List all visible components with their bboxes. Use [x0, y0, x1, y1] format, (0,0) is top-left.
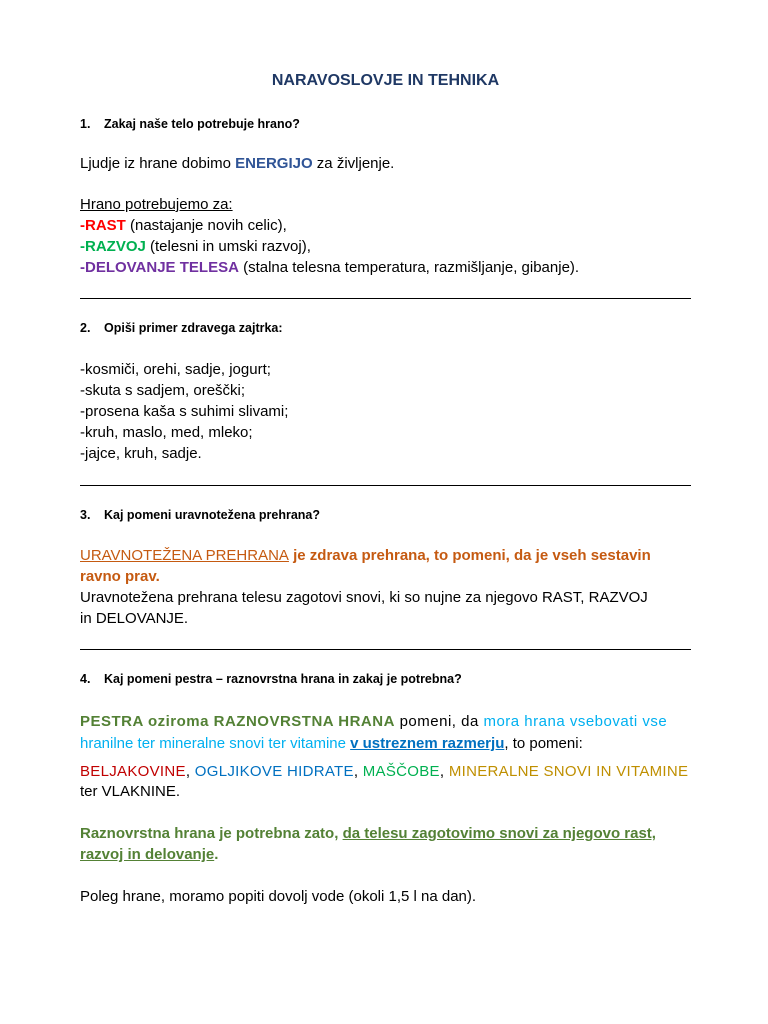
question-3: 3. Kaj pomeni uravnotežena prehrana? — [80, 508, 321, 522]
divider — [80, 298, 691, 299]
why-varied-food: Raznovrstna hrana je potrebna zato, da telesu zagotovimo snovi za njegovo rast, — [80, 825, 656, 842]
balanced-diet-definition: URAVNOTEŽENA PREHRANA je zdrava prehrana, to pomeni, da je vseh sestavin — [80, 547, 651, 564]
needs-heading: Hrano potrebujemo za: — [80, 196, 233, 213]
breakfast-item: -kosmiči, orehi, sadje, jogurt; — [80, 361, 271, 378]
question-text: Zakaj naše telo potrebuje hrano? — [104, 117, 300, 131]
breakfast-item: -skuta s sadjem, oreščki; — [80, 382, 246, 399]
page-title: NARAVOSLOVJE IN TEHNIKA — [271, 72, 500, 89]
question-2: 2. Opiši primer zdravega zajtrka: — [80, 321, 283, 335]
question-1 — [80, 117, 300, 131]
nutrients-list: BELJAKOVINE, OGLJIKOVE HIDRATE, MAŠČOBE, MINERALNE SNOVI IN VITAMINE — [80, 763, 689, 780]
varied-food-term: PESTRA oziroma RAZNOVRSTNA HRANA — [80, 713, 395, 730]
nutrient-fats: MAŠČOBE — [362, 763, 440, 780]
need-delovanje: -DELOVANJE TELESA (stalna telesna temperatura, razmišljanje, gibanje). — [80, 259, 580, 276]
need-razvoj: -RAZVOJ (telesni in umski razvoj), — [80, 238, 311, 255]
energy-keyword: ENERGIJO — [235, 155, 313, 172]
nutrient-fiber: ter VLAKNINE. — [80, 783, 181, 800]
water-note: Poleg hrane, moramo popiti dovolj vode (okoli 1,5 l na dan). — [80, 888, 477, 905]
need-rast: -RAST (nastajanje novih celic), — [80, 217, 287, 234]
divider — [80, 649, 691, 650]
question-number: 1. — [80, 117, 91, 131]
varied-food-definition: PESTRA oziroma RAZNOVRSTNA HRANA pomeni, da mora hrana vsebovati vse — [80, 713, 668, 730]
breakfast-item: -kruh, maslo, med, mleko; — [80, 424, 253, 441]
nutrient-carbs: OGLJIKOVE HIDRATE — [194, 763, 354, 780]
nutrient-minerals: MINERALNE SNOVI IN VITAMINE — [448, 763, 689, 780]
nutrient-proteins: BELJAKOVINE — [80, 763, 186, 780]
divider — [80, 485, 691, 486]
balanced-diet-term: URAVNOTEŽENA PREHRANA — [80, 547, 289, 564]
breakfast-item: -prosena kaša s suhimi slivami; — [80, 403, 289, 420]
q1-energy-sentence: Ljudje iz hrane dobimo ENERGIJO za življenje. — [80, 155, 395, 172]
ratio-phrase: v ustreznem razmerju — [350, 735, 505, 752]
question-4: 4. Kaj pomeni pestra – raznovrstna hrana in zakaj je potrebna? — [80, 672, 462, 686]
breakfast-item: -jajce, kruh, sadje. — [80, 445, 202, 462]
